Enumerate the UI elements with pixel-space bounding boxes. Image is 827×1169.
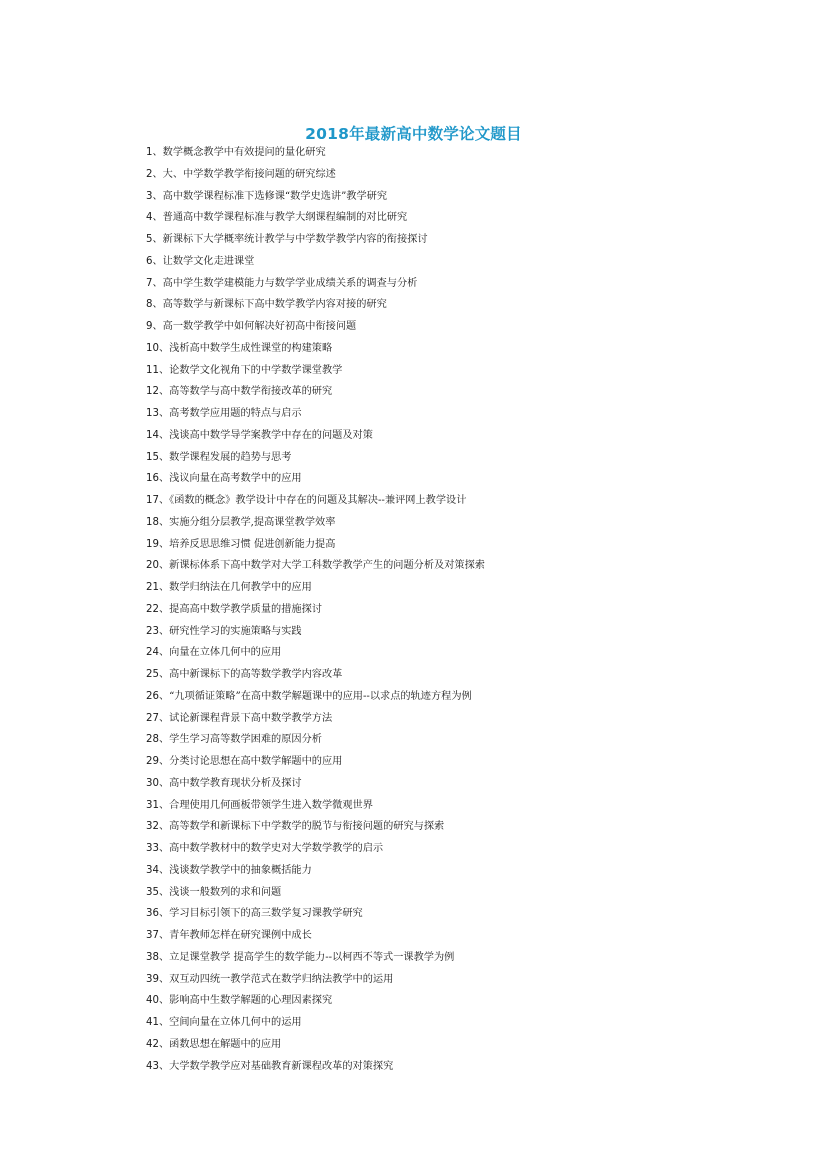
list-item-text: 论数学文化视角下的中学数学课堂教学 bbox=[169, 364, 343, 376]
list-item bbox=[146, 951, 766, 973]
list-item-text: 提高高中数学教学质量的措施探讨 bbox=[169, 603, 322, 615]
list-item-text: 数学课程发展的趋势与思考 bbox=[169, 451, 292, 463]
list-item bbox=[146, 385, 766, 407]
list-item-text: 高考数学应用题的特点与启示 bbox=[169, 408, 302, 419]
list-item bbox=[146, 255, 766, 277]
list-item-number: 31、 bbox=[146, 799, 170, 811]
list-item bbox=[146, 190, 766, 212]
list-item bbox=[146, 712, 766, 734]
list-item-number: 43、 bbox=[146, 1060, 170, 1072]
list-item-text: 让数学文化走进课堂 bbox=[162, 255, 255, 267]
list-item-text: 研究性学习的实施策略与实践 bbox=[169, 625, 302, 637]
list-item-text: 影响高中生数学解题的心理因素探究 bbox=[169, 995, 333, 1007]
list-item-text: 新课标体系下高中数学对大学工科数学教学产生的问题分析及对策探索 bbox=[169, 560, 485, 572]
list-item-text: 大、中学数学教学衔接问题的研究综述 bbox=[162, 168, 336, 180]
list-item bbox=[146, 820, 766, 842]
list-item-number: 38、 bbox=[146, 951, 170, 963]
list-item-number: 3、 bbox=[146, 190, 163, 202]
list-item bbox=[146, 886, 766, 908]
list-item-number: 16、 bbox=[146, 473, 170, 485]
list-item-text: 浅议向量在高考数学中的应用 bbox=[169, 473, 302, 485]
list-item bbox=[146, 146, 766, 168]
list-item bbox=[146, 277, 766, 299]
list-item bbox=[146, 298, 766, 320]
list-item-number: 29、 bbox=[146, 756, 170, 767]
list-item bbox=[146, 690, 766, 712]
list-item-text: 浅谈一般数列的求和问题 bbox=[169, 886, 282, 898]
list-item-text: 数学概念教学中有效提问的量化研究 bbox=[162, 147, 326, 158]
list-item-number: 9、 bbox=[146, 321, 163, 332]
list-item-text: 高中数学课程标准下选修课“数学史选讲”教学研究 bbox=[162, 190, 388, 202]
list-item-text: 高中新课标下的高等数学教学内容改革 bbox=[169, 669, 343, 680]
list-item-text: 双互动四统一教学范式在数学归纳法教学中的运用 bbox=[169, 973, 394, 985]
list-item-number: 30、 bbox=[146, 777, 170, 789]
list-item bbox=[146, 494, 766, 516]
list-item-number: 39、 bbox=[146, 973, 170, 985]
list-item-text: “九项循证策略”在高中数学解题课中的应用--以求点的轨迹方程为例 bbox=[169, 690, 472, 702]
topic-list bbox=[146, 146, 766, 1081]
list-item-number: 41、 bbox=[146, 1017, 170, 1028]
list-item-text: 高等数学和新课标下中学数学的脱节与衔接问题的研究与探索 bbox=[169, 821, 445, 833]
list-item-number: 36、 bbox=[146, 908, 170, 920]
list-item-text: 浅谈数学教学中的抽象概括能力 bbox=[169, 864, 312, 876]
list-item bbox=[146, 668, 766, 690]
list-item-number: 34、 bbox=[146, 864, 170, 876]
list-item bbox=[146, 472, 766, 494]
list-item bbox=[146, 407, 766, 429]
list-item bbox=[146, 973, 766, 995]
list-item-number: 37、 bbox=[146, 930, 170, 941]
list-item-number: 2、 bbox=[146, 168, 163, 180]
list-item bbox=[146, 842, 766, 864]
list-item-number: 33、 bbox=[146, 843, 170, 854]
list-item-number: 13、 bbox=[146, 408, 170, 419]
list-item bbox=[146, 211, 766, 233]
list-item bbox=[146, 777, 766, 799]
list-item-number: 11、 bbox=[146, 364, 170, 376]
list-item bbox=[146, 233, 766, 255]
list-item-text: 向量在立体几何中的应用 bbox=[169, 647, 282, 659]
list-item bbox=[146, 755, 766, 777]
list-item-number: 15、 bbox=[146, 451, 170, 463]
list-item bbox=[146, 907, 766, 929]
list-item bbox=[146, 559, 766, 581]
list-item bbox=[146, 864, 766, 886]
list-item bbox=[146, 646, 766, 668]
list-item bbox=[146, 1016, 766, 1038]
list-item-number: 25、 bbox=[146, 669, 170, 680]
list-item-number: 19、 bbox=[146, 538, 170, 550]
list-item-text: 青年教师怎样在研究课例中成长 bbox=[169, 930, 312, 941]
list-item-text: 高中数学教育现状分析及探讨 bbox=[169, 777, 302, 789]
list-item-number: 23、 bbox=[146, 625, 170, 637]
list-item-number: 26、 bbox=[146, 690, 170, 702]
list-item bbox=[146, 516, 766, 538]
list-item-text: 合理使用几何画板带领学生进入数学微观世界 bbox=[169, 799, 373, 811]
list-item bbox=[146, 733, 766, 755]
list-item bbox=[146, 168, 766, 190]
list-item-number: 10、 bbox=[146, 342, 170, 354]
list-item-number: 4、 bbox=[146, 212, 163, 224]
list-item bbox=[146, 625, 766, 647]
list-item-number: 21、 bbox=[146, 582, 170, 593]
list-item-number: 28、 bbox=[146, 734, 170, 746]
list-item-number: 42、 bbox=[146, 1038, 170, 1050]
list-item-text: 分类讨论思想在高中数学解题中的应用 bbox=[169, 756, 343, 767]
list-item bbox=[146, 342, 766, 364]
list-item-number: 22、 bbox=[146, 603, 170, 615]
list-item bbox=[146, 929, 766, 951]
list-item-text: 普通高中数学课程标准与教学大纲课程编制的对比研究 bbox=[162, 212, 408, 224]
list-item bbox=[146, 1060, 766, 1082]
list-item-number: 14、 bbox=[146, 429, 170, 441]
list-item bbox=[146, 1038, 766, 1060]
list-item-text: 学生学习高等数学困难的原因分析 bbox=[169, 734, 322, 746]
list-item-number: 7、 bbox=[146, 277, 163, 289]
list-item-text: 新课标下大学概率统计教学与中学数学教学内容的衔接探讨 bbox=[162, 234, 428, 245]
list-item-number: 8、 bbox=[146, 299, 163, 311]
list-item-number: 12、 bbox=[146, 386, 170, 398]
list-item-text: 实施分组分层教学,提高课堂教学效率 bbox=[169, 516, 336, 528]
list-item bbox=[146, 994, 766, 1016]
list-item-text: 高中数学教材中的数学史对大学数学教学的启示 bbox=[169, 843, 384, 854]
list-item-text: 高等数学与新课标下高中数学教学内容对接的研究 bbox=[162, 299, 387, 311]
list-item-text: 大学数学教学应对基础教育新课程改革的对策探究 bbox=[169, 1060, 394, 1072]
list-item bbox=[146, 799, 766, 821]
list-item bbox=[146, 320, 766, 342]
list-item-number: 40、 bbox=[146, 995, 170, 1007]
list-item-number: 20、 bbox=[146, 560, 170, 572]
list-item bbox=[146, 451, 766, 473]
list-item-number: 6、 bbox=[146, 255, 163, 267]
list-item-text: 高一数学教学中如何解决好初高中衔接问题 bbox=[162, 321, 357, 332]
list-item-text: 立足课堂教学 提高学生的数学能力--以柯西不等式一课教学为例 bbox=[169, 951, 455, 963]
list-item-number: 32、 bbox=[146, 821, 170, 833]
list-item-text: 试论新课程背景下高中数学教学方法 bbox=[169, 712, 333, 724]
list-item-text: 函数思想在解题中的应用 bbox=[169, 1038, 282, 1050]
list-item-text: 高等数学与高中数学衔接改革的研究 bbox=[169, 386, 333, 398]
list-item-text: 培养反思思维习惯 促进创新能力提高 bbox=[169, 538, 336, 550]
list-item-number: 27、 bbox=[146, 712, 170, 724]
list-item bbox=[146, 581, 766, 603]
list-item bbox=[146, 538, 766, 560]
list-item-text: 高中学生数学建模能力与数学学业成绩关系的调查与分析 bbox=[162, 277, 418, 289]
page-title: 2018年最新高中数学论文题目 bbox=[305, 125, 522, 143]
list-item-number: 17、 bbox=[146, 495, 170, 506]
list-item-number: 18、 bbox=[146, 516, 170, 528]
list-item-text: 浅析高中数学生成性课堂的构建策略 bbox=[169, 342, 333, 354]
list-item bbox=[146, 364, 766, 386]
list-item-number: 35、 bbox=[146, 886, 170, 898]
list-item-text: 数学归纳法在几何教学中的应用 bbox=[169, 582, 312, 593]
list-item-number: 24、 bbox=[146, 647, 170, 659]
list-item-text: 学习目标引领下的高三数学复习课教学研究 bbox=[169, 908, 363, 920]
list-item-text: 空间向量在立体几何中的运用 bbox=[169, 1017, 302, 1028]
list-item bbox=[146, 429, 766, 451]
list-item bbox=[146, 603, 766, 625]
list-item-text: 《函数的概念》教学设计中存在的问题及其解决--兼评网上教学设计 bbox=[169, 495, 467, 506]
list-item-number: 5、 bbox=[146, 234, 163, 245]
list-item-number: 1、 bbox=[146, 147, 163, 158]
list-item-text: 浅谈高中数学导学案教学中存在的问题及对策 bbox=[169, 429, 373, 441]
